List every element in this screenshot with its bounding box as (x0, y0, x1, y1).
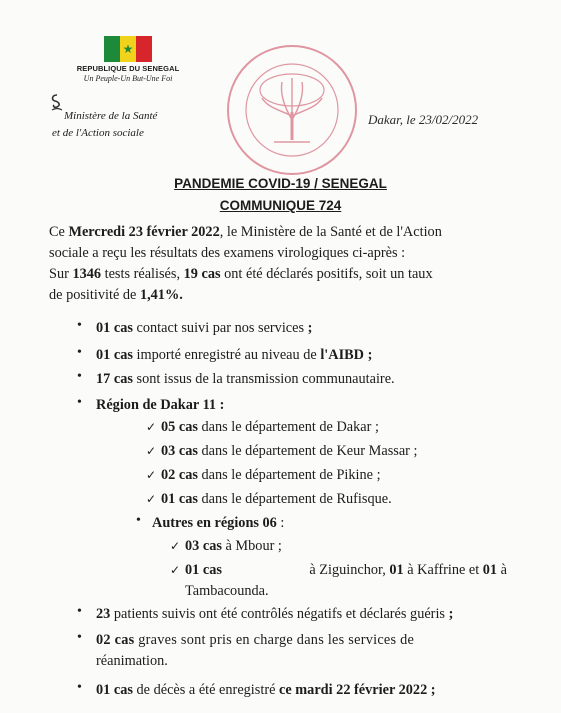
text: à Mbour ; (221, 538, 282, 554)
line: réanimation. (96, 653, 168, 669)
list-item-dept-keur-massar (161, 441, 417, 462)
text: Autres en régions 06 (152, 515, 277, 531)
checkmark-icon: ✓ (146, 420, 157, 434)
bullet-icon: • (77, 318, 82, 333)
text: dans le département de Keur Massar ; (197, 443, 418, 459)
text: : (276, 515, 285, 531)
line: Tambacounda. (185, 583, 269, 599)
text: ce mardi 22 février 2022 ; (279, 682, 436, 698)
date-highlight: Mercredi 23 février 2022 (68, 224, 220, 240)
bullet-icon: • (77, 604, 82, 619)
text: tests réalisés, (101, 266, 184, 282)
text: ; (448, 606, 454, 622)
text: à (497, 562, 507, 578)
text: 05 cas (161, 419, 198, 435)
list-item-death (96, 680, 436, 701)
text: 01 cas (185, 562, 222, 578)
date-line: Dakar, le 23/02/2022 (368, 112, 479, 127)
ministry-line-2: et de l'Action sociale (52, 127, 144, 139)
national-motto: Un Peuple-Un But-Une Foi (83, 74, 173, 83)
intro-line-2: sociale a reçu les résultats des examens virologiques ci-après : (49, 245, 406, 261)
official-stamp-icon (222, 40, 362, 180)
star-icon: ★ (122, 42, 134, 56)
flag-stripe-red (136, 36, 152, 62)
text: l'AIBD ; (320, 347, 373, 363)
document-title: PANDEMIE COVID-19 / SENEGAL (174, 176, 387, 191)
list-item-dept-rufisque (161, 489, 392, 510)
tests-count: 1346 (72, 266, 102, 282)
text: à Kaffrine et (403, 562, 483, 578)
text: dans le département de Dakar ; (197, 419, 379, 435)
bullet-icon: • (77, 630, 82, 645)
senegal-flag-icon (104, 36, 152, 62)
list-item-dakar-region: Région de Dakar 11 : (96, 397, 225, 413)
intro-line-1 (49, 222, 519, 243)
text: 01 (482, 562, 498, 578)
list-item-dept-pikine (161, 465, 381, 486)
text (309, 560, 507, 581)
text: 02 cas (161, 467, 198, 483)
text: graves sont pris en charge dans les services de (134, 632, 415, 648)
text: 02 cas (96, 632, 135, 648)
line (185, 560, 507, 581)
bullet-icon: • (77, 395, 82, 410)
text: 01 cas (161, 491, 198, 507)
checkmark-icon: ✓ (146, 468, 157, 482)
text: patients suivis ont été contrôlés négatifs et déclarés guéris (110, 606, 449, 622)
list-item-ziguinchor-kaffrine-tamba (185, 560, 507, 602)
text: 23 (96, 606, 111, 622)
text: de décès a été enregistré (132, 682, 279, 698)
positive-count: 19 cas (183, 266, 221, 282)
bullet-icon: • (77, 345, 82, 360)
list-item-community (96, 369, 395, 390)
positivity-rate: 1,41%. (139, 287, 183, 303)
list-item-dept-dakar (161, 417, 379, 438)
text: importé enregistré au niveau de (132, 347, 321, 363)
text: 01 cas (96, 347, 133, 363)
ministry-logo-icon (49, 93, 65, 113)
text: dans le département de Pikine ; (197, 467, 381, 483)
bullet-icon: • (77, 369, 82, 384)
checkmark-icon: ✓ (146, 444, 157, 458)
checkmark-icon: ✓ (170, 563, 181, 577)
text: , le Ministère de la Santé et de l'Action (219, 224, 442, 240)
intro-line-3 (49, 264, 519, 285)
list-item-contact (96, 318, 312, 339)
text: à Ziguinchor, (309, 562, 390, 578)
text: ; (307, 320, 313, 336)
text: ont été déclarés positifs, soit un taux (220, 266, 433, 282)
ministry-line-1: Ministère de la Santé (64, 110, 158, 122)
ministry-name (52, 108, 158, 142)
list-item-severe (96, 630, 506, 672)
text: 01 cas (96, 682, 133, 698)
text: 17 cas (96, 371, 133, 387)
text: 03 cas (185, 538, 222, 554)
list-item-recovered (96, 604, 453, 625)
republic-label: REPUBLIQUE DU SENEGAL (76, 64, 180, 73)
bullet-icon: • (136, 513, 141, 528)
checkmark-icon: ✓ (146, 492, 157, 506)
list-item-mbour (185, 536, 282, 557)
checkmark-icon: ✓ (170, 539, 181, 553)
flag-stripe-green (104, 36, 120, 62)
intro-line-4 (49, 285, 519, 306)
text: 01 cas (96, 320, 133, 336)
text: 03 cas (161, 443, 198, 459)
bullet-icon: • (77, 680, 82, 695)
text: de positivité de (49, 287, 140, 303)
intro-paragraph (49, 222, 519, 306)
text: Sur (49, 266, 73, 282)
text (185, 560, 222, 581)
text: sont issus de la transmission communautaire. (132, 371, 395, 387)
text: Ce (49, 224, 69, 240)
list-item-imported (96, 345, 372, 366)
line (96, 630, 506, 651)
communique-number: COMMUNIQUE 724 (219, 198, 342, 213)
text: dans le département de Rufisque. (197, 491, 392, 507)
list-item-other-regions (152, 513, 284, 534)
text: contact suivi par nos services (132, 320, 308, 336)
text: 01 (389, 562, 404, 578)
